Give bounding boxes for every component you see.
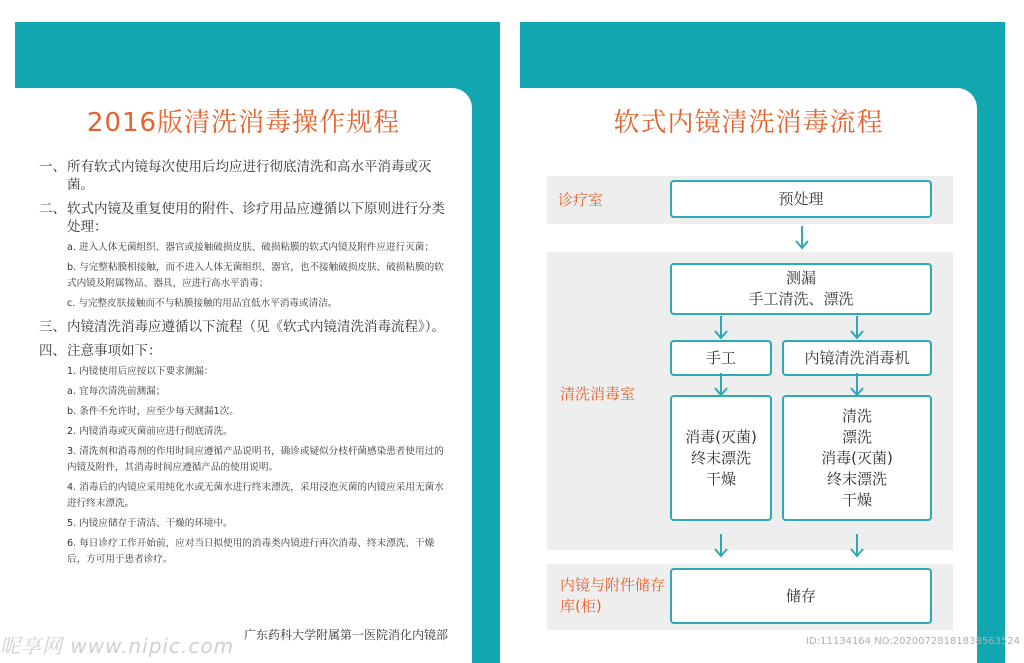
box-manual: 手工 <box>670 340 772 376</box>
rule-subitem: c. 与完整皮肤接触而不与粘膜接触的用品宜低水平消毒或清洁。 <box>67 298 338 309</box>
rule-number: 一、 <box>39 159 66 175</box>
step-line: 干燥 <box>841 490 872 509</box>
box-machine: 内镜清洗消毒机 <box>782 340 932 376</box>
watermark-id: ID:11134164 NO:20200728181838563524 <box>806 636 1020 647</box>
rules-card <box>15 88 472 663</box>
rule-text: 注意事项如下： <box>67 343 162 359</box>
step-line: 终末漂洗 <box>690 448 751 467</box>
rule-number: 三、 <box>39 319 66 335</box>
rule-heading <box>39 318 452 336</box>
step-line: 终末漂洗 <box>826 469 887 488</box>
step-line: 消毒(灭菌) <box>685 427 757 446</box>
zone-storage: 内镜与附件储存库(柜) <box>560 576 666 615</box>
box-pretreat: 预处理 <box>670 180 932 218</box>
watermark-site: 昵享网 www.nipic.com <box>0 634 235 658</box>
rule-heading <box>39 200 452 236</box>
zone-clinic: 诊疗室 <box>558 191 604 209</box>
arrow-down-icon <box>795 226 809 250</box>
rules-panel <box>15 22 500 663</box>
leak-line2: 手工清洗、漂洗 <box>748 290 854 308</box>
rule-subitem: 4. 消毒后的内镜应采用纯化水或无菌水进行终末漂洗，采用浸泡灭菌的内镜应采用无菌水进行终末漂洗。 <box>67 482 444 509</box>
box-leak-test <box>670 263 932 315</box>
rules-footer: 广东药科大学附属第一医院消化内镜部 <box>243 628 448 642</box>
box-manual-steps <box>670 395 772 521</box>
rule-number: 二、 <box>39 201 66 217</box>
box-store: 储存 <box>670 568 932 624</box>
rule-subitem: 2. 内镜消毒或灭菌前应进行彻底清洗。 <box>67 426 233 437</box>
arrow-down-icon <box>714 316 728 340</box>
arrow-down-icon <box>714 534 728 558</box>
rule-number: 四、 <box>39 343 66 359</box>
rule-text: 软式内镜及重复使用的附件、诊疗用品应遵循以下原则进行分类处理： <box>67 201 445 235</box>
flow-title: 软式内镜清洗消毒流程 <box>613 108 884 138</box>
rule-subitem: a. 进入人体无菌组织、器官或接触破损皮肤、破损粘膜的软式内镜及附件应进行灭菌； <box>67 242 434 253</box>
rules-list <box>39 158 452 568</box>
flow-card <box>520 88 977 663</box>
arrow-down-icon <box>850 373 864 397</box>
zone-wash: 清洗消毒室 <box>560 385 636 403</box>
rule-subitem: b. 与完整粘膜相接触，而不进入人体无菌组织、器官，也不接触破损皮肤、破损粘膜的软式内镜及附属物品、器具，应进行高水平消毒； <box>67 262 444 289</box>
leak-line1: 测漏 <box>785 269 816 287</box>
arrow-down-icon <box>850 316 864 340</box>
rule-subitem: 3. 清洗剂和消毒剂的作用时间应遵循产品说明书，确诊或疑似分枝杆菌感染患者使用过的内镜及附件，其消毒时间应遵循产品的使用说明。 <box>67 446 444 473</box>
rule-heading <box>39 342 452 360</box>
rules-title: 2016版清洗消毒操作规程 <box>86 108 401 138</box>
rule-subitem: 6. 每日诊疗工作开始前，应对当日拟使用的消毒类内镜进行再次消毒、终末漂洗、干燥后，方可用于患者诊疗。 <box>67 538 435 565</box>
step-line: 干燥 <box>705 469 736 488</box>
rule-subitem: a. 宜每次清洗前测漏； <box>67 386 166 397</box>
rule-text: 所有软式内镜每次使用后均应进行彻底清洗和高水平消毒或灭菌。 <box>67 159 432 193</box>
step-line: 漂洗 <box>841 427 872 446</box>
arrow-down-icon <box>850 534 864 558</box>
rule-text: 内镜清洗消毒应遵循以下流程（见《软式内镜清洗消毒流程》）。 <box>67 319 445 335</box>
rule-subitem: 1. 内镜使用后应按以下要求测漏： <box>67 366 214 377</box>
rule-heading <box>39 158 452 194</box>
flow-panel <box>520 22 1005 663</box>
box-machine-steps <box>782 395 932 521</box>
rule-subitem: b. 条件不允许时，应至少每天测漏1次。 <box>67 406 239 417</box>
rule-subitem: 5. 内镜应储存于清洁、干燥的环境中。 <box>67 518 233 529</box>
step-line: 消毒(灭菌) <box>821 448 893 467</box>
arrow-down-icon <box>714 373 728 397</box>
step-line: 清洗 <box>841 406 872 425</box>
